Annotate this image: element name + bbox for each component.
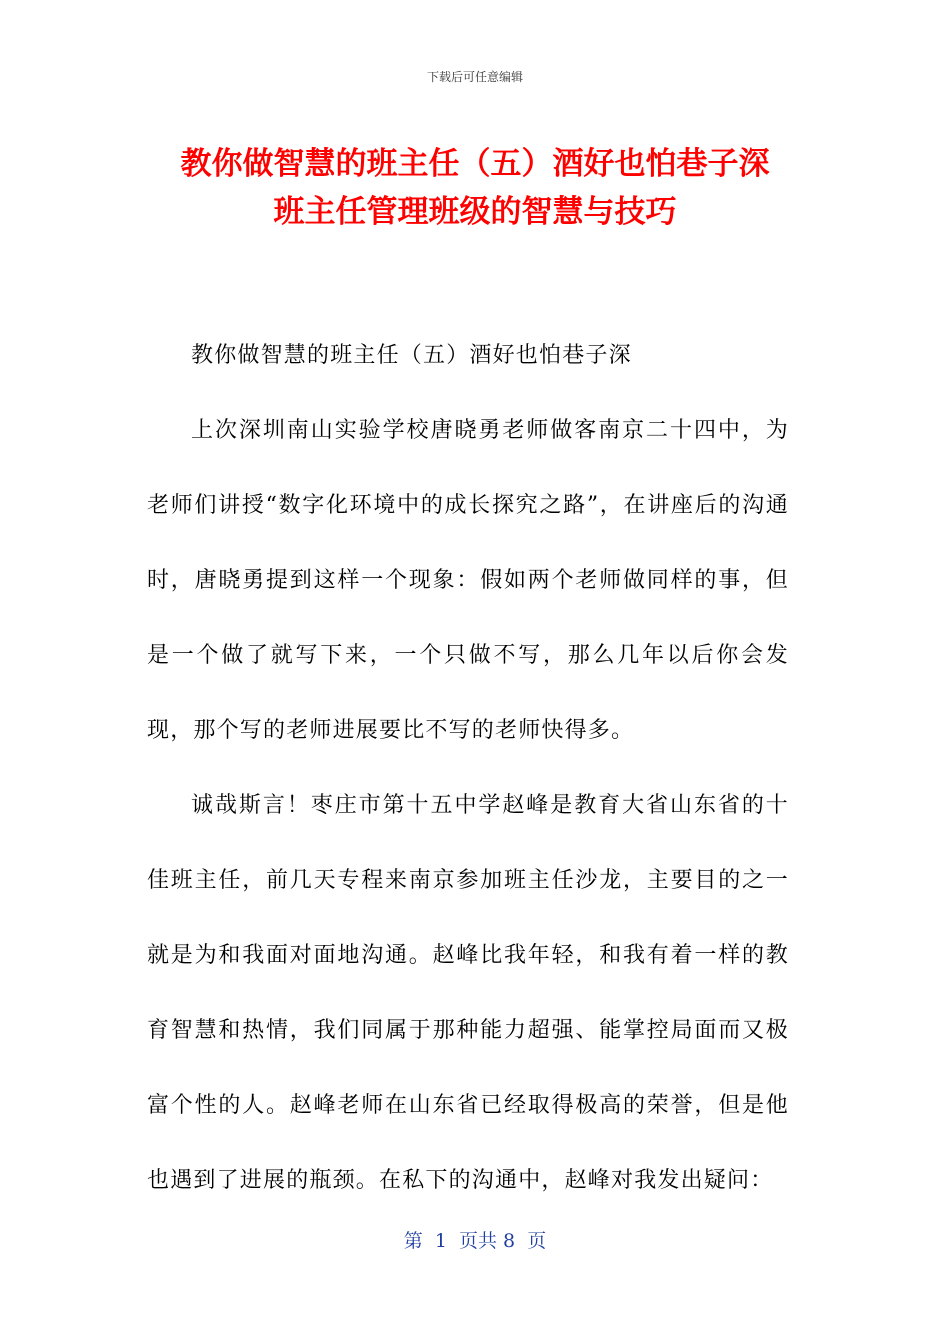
- title-line-1: 教你做智慧的班主任（五）酒好也怕巷子深: [180, 146, 770, 182]
- paragraph-1: 教你做智慧的班主任（五）酒好也怕巷子深: [191, 343, 632, 368]
- document-title: [0, 140, 950, 236]
- paragraph-3: 诚哉斯言！枣庄市第十五中学赵峰是教育大省山东省的十佳班主任，前几天专程来南京参加班主任沙龙，主要目的之一就是为和我面对面地沟通。赵峰比我年轻，和我有着一样的教育智慧和热情，我们同属于那种能力超强、能掌控局面而又极富个性的人。赵峰老师在山东省已经取得极高的荣誉，但是他也遇到了进展的瓶颈。在私下的沟通中，赵峰对我发出疑问：: [147, 793, 789, 1193]
- page-number-footer: 第 1 页共 8 页: [403, 1230, 547, 1252]
- paragraph-2: 上次深圳南山实验学校唐晓勇老师做客南京二十四中，为老师们讲授“数字化环境中的成长探究之路”，在讲座后的沟通时，唐晓勇提到这样一个现象：假如两个老师做同样的事，但是一个做了就写下来，一个只做不写，那么几年以后你会发现，那个写的老师进展要比不写的老师快得多。: [147, 418, 789, 743]
- title-line-2: 班主任管理班级的智慧与技巧: [273, 194, 677, 230]
- document-body: [147, 318, 789, 1218]
- header-note: 下载后可任意编辑: [426, 70, 523, 84]
